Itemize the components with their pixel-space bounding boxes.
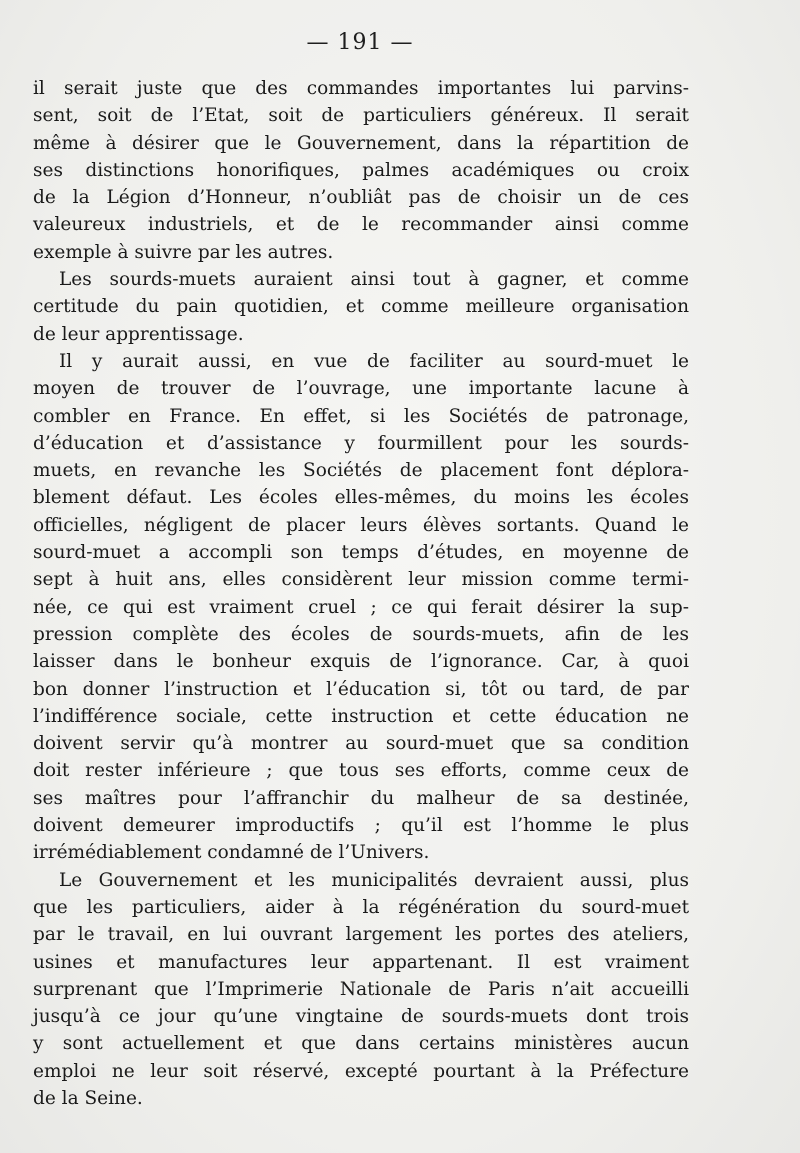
text-line: pression complète des écoles de sourds-muets, afin de les: [33, 623, 689, 645]
paragraph: [33, 348, 689, 867]
text-line: que les particuliers, aider à la régénération du sourd-muet: [33, 896, 689, 918]
text-line: d’éducation et d’assistance y fourmillent pour les sourds-: [33, 432, 689, 454]
text-line: Le Gouvernement et les municipalités devraient aussi, plus: [59, 869, 689, 891]
text-line: y sont actuellement et que dans certains ministères aucun: [33, 1033, 689, 1055]
text-line: laisser dans le bonheur exquis de l’ignorance. Car, à quoi: [33, 651, 689, 673]
text-line: surprenant que l’Imprimerie Nationale de Paris n’ait accueilli: [33, 978, 689, 1000]
paragraph: [33, 867, 689, 1113]
text-line: moyen de trouver de l’ouvrage, une importante lacune à: [33, 378, 689, 400]
body-text: [33, 75, 689, 1112]
text-line: officielles, négligent de placer leurs élèves sortants. Quand le: [33, 514, 689, 536]
text-line: valeureux industriels, et de le recommander ainsi comme: [33, 214, 689, 236]
text-line: sent, soit de l’Etat, soit de particuliers généreux. Il serait: [33, 105, 689, 127]
text-line: de la Seine.: [33, 1087, 143, 1109]
text-line: par le travail, en lui ouvrant largement les portes des ateliers,: [33, 924, 689, 946]
text-line: sourd-muet a accompli son temps d’études, en moyenne de: [33, 542, 689, 564]
page-number: — 191 —: [306, 30, 414, 55]
text-line: même à désirer que le Gouvernement, dans la répartition de: [33, 132, 689, 154]
text-line: usines et manufactures leur appartenant. Il est vraiment: [33, 951, 689, 973]
text-line: de la Légion d’Honneur, n’oubliât pas de choisir un de ces: [33, 187, 689, 209]
text-line: blement défaut. Les écoles elles-mêmes, du moins les écoles: [33, 487, 689, 509]
text-line: certitude du pain quotidien, et comme meilleure organisation: [33, 296, 689, 318]
text-line: doivent demeurer improductifs ; qu’il est l’homme le plus: [33, 815, 689, 837]
text-line: bon donner l’instruction et l’éducation si, tôt ou tard, de par: [33, 678, 689, 700]
text-line: l’indifférence sociale, cette instruction et cette éducation ne: [33, 705, 689, 727]
text-line: jusqu’à ce jour qu’une vingtaine de sourds-muets dont trois: [33, 1006, 689, 1028]
text-line: ses distinctions honorifiques, palmes académiques ou croix: [33, 159, 689, 181]
text-line: exemple à suivre par les autres.: [33, 241, 334, 263]
text-line: Il y aurait aussi, en vue de faciliter au sourd-muet le: [59, 350, 689, 372]
text-line: née, ce qui est vraiment cruel ; ce qui ferait désirer la sup-: [33, 596, 689, 618]
text-line: Les sourds-muets auraient ainsi tout à gagner, et comme: [59, 269, 689, 291]
text-line: muets, en revanche les Sociétés de placement font déplora-: [33, 460, 689, 482]
paragraph: [33, 75, 689, 266]
text-line: irrémédiablement condamné de l’Univers.: [33, 842, 430, 864]
text-line: ses maîtres pour l’affranchir du malheur de sa destinée,: [33, 787, 689, 809]
text-line: de leur apprentissage.: [33, 323, 244, 345]
text-line: doivent servir qu’à montrer au sourd-muet que sa condition: [33, 733, 689, 755]
text-line: il serait juste que des commandes importantes lui parvins-: [33, 78, 689, 99]
paragraph: [33, 266, 689, 348]
text-line: doit rester inférieure ; que tous ses efforts, comme ceux de: [33, 760, 689, 782]
text-line: sept à huit ans, elles considèrent leur mission comme termi-: [33, 569, 689, 591]
text-line: emploi ne leur soit réservé, excepté pourtant à la Préfecture: [33, 1060, 689, 1082]
text-line: combler en France. En effet, si les Sociétés de patronage,: [33, 405, 689, 427]
